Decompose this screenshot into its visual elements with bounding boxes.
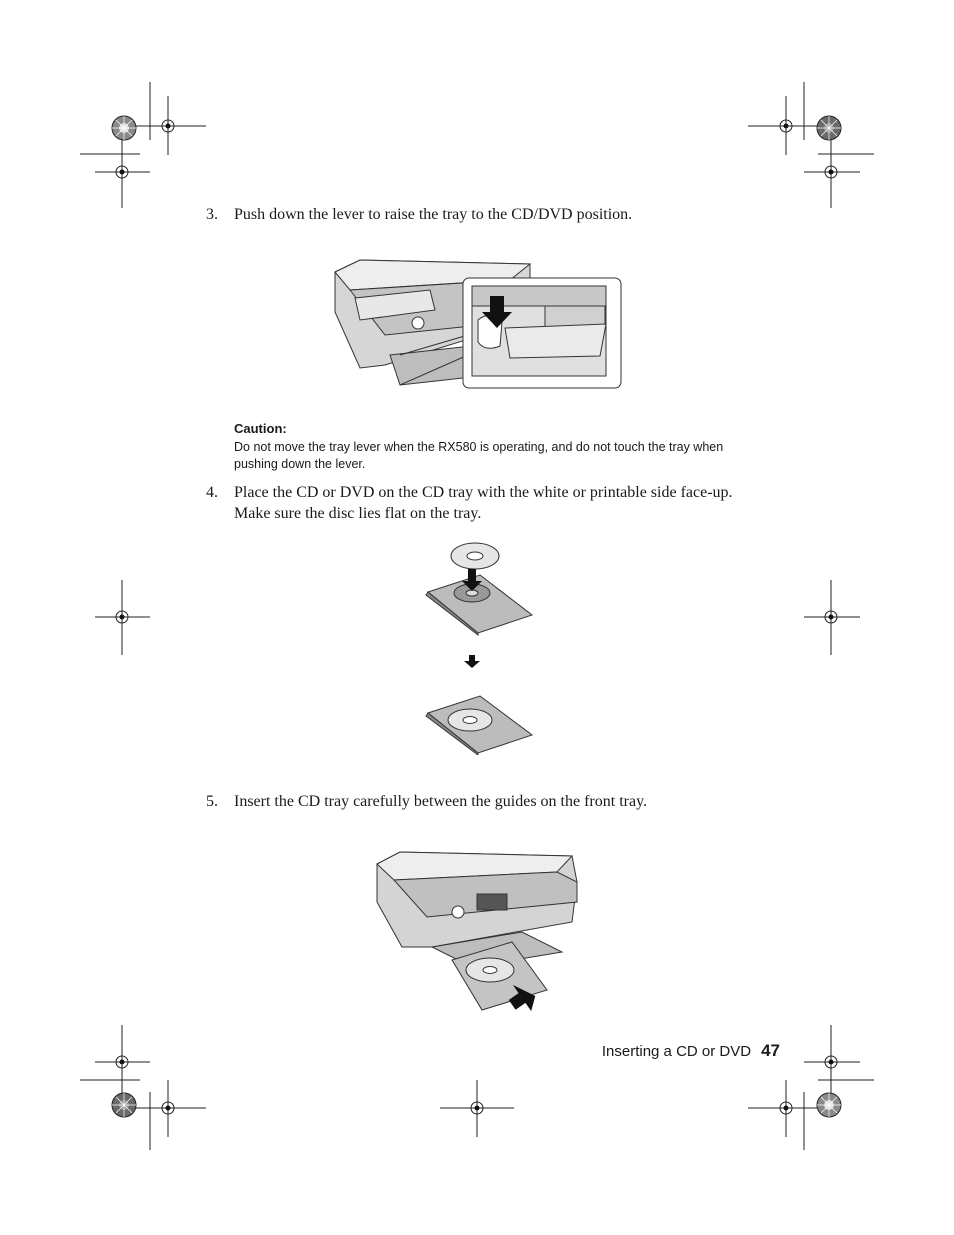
step-number: 4. [206, 484, 218, 501]
step-text: Push down the lever to raise the tray to the CD/DVD position. [234, 206, 633, 223]
caution-text: Do not move the tray lever when the RX580 is operating, and do not touch the tray when pushing down the lever. [234, 440, 724, 471]
printer-lever-illustration [330, 250, 625, 395]
caution-note [234, 421, 764, 473]
section-title: Inserting a CD or DVD [601, 1043, 752, 1060]
disc-tray-illustration [420, 535, 540, 755]
caution-label: Caution: [234, 421, 287, 436]
step-number: 3. [206, 206, 218, 223]
page-footer [520, 1041, 780, 1061]
page-number: 47 [761, 1041, 780, 1060]
printer-insert-tray-illustration [372, 842, 582, 1014]
step-number: 5. [206, 793, 218, 810]
step-text: Place the CD or DVD on the CD tray with the white or printable side face-up. Make sure the disc lies flat on the tray. [234, 484, 733, 522]
step-text: Insert the CD tray carefully between the guides on the front tray. [234, 793, 648, 810]
